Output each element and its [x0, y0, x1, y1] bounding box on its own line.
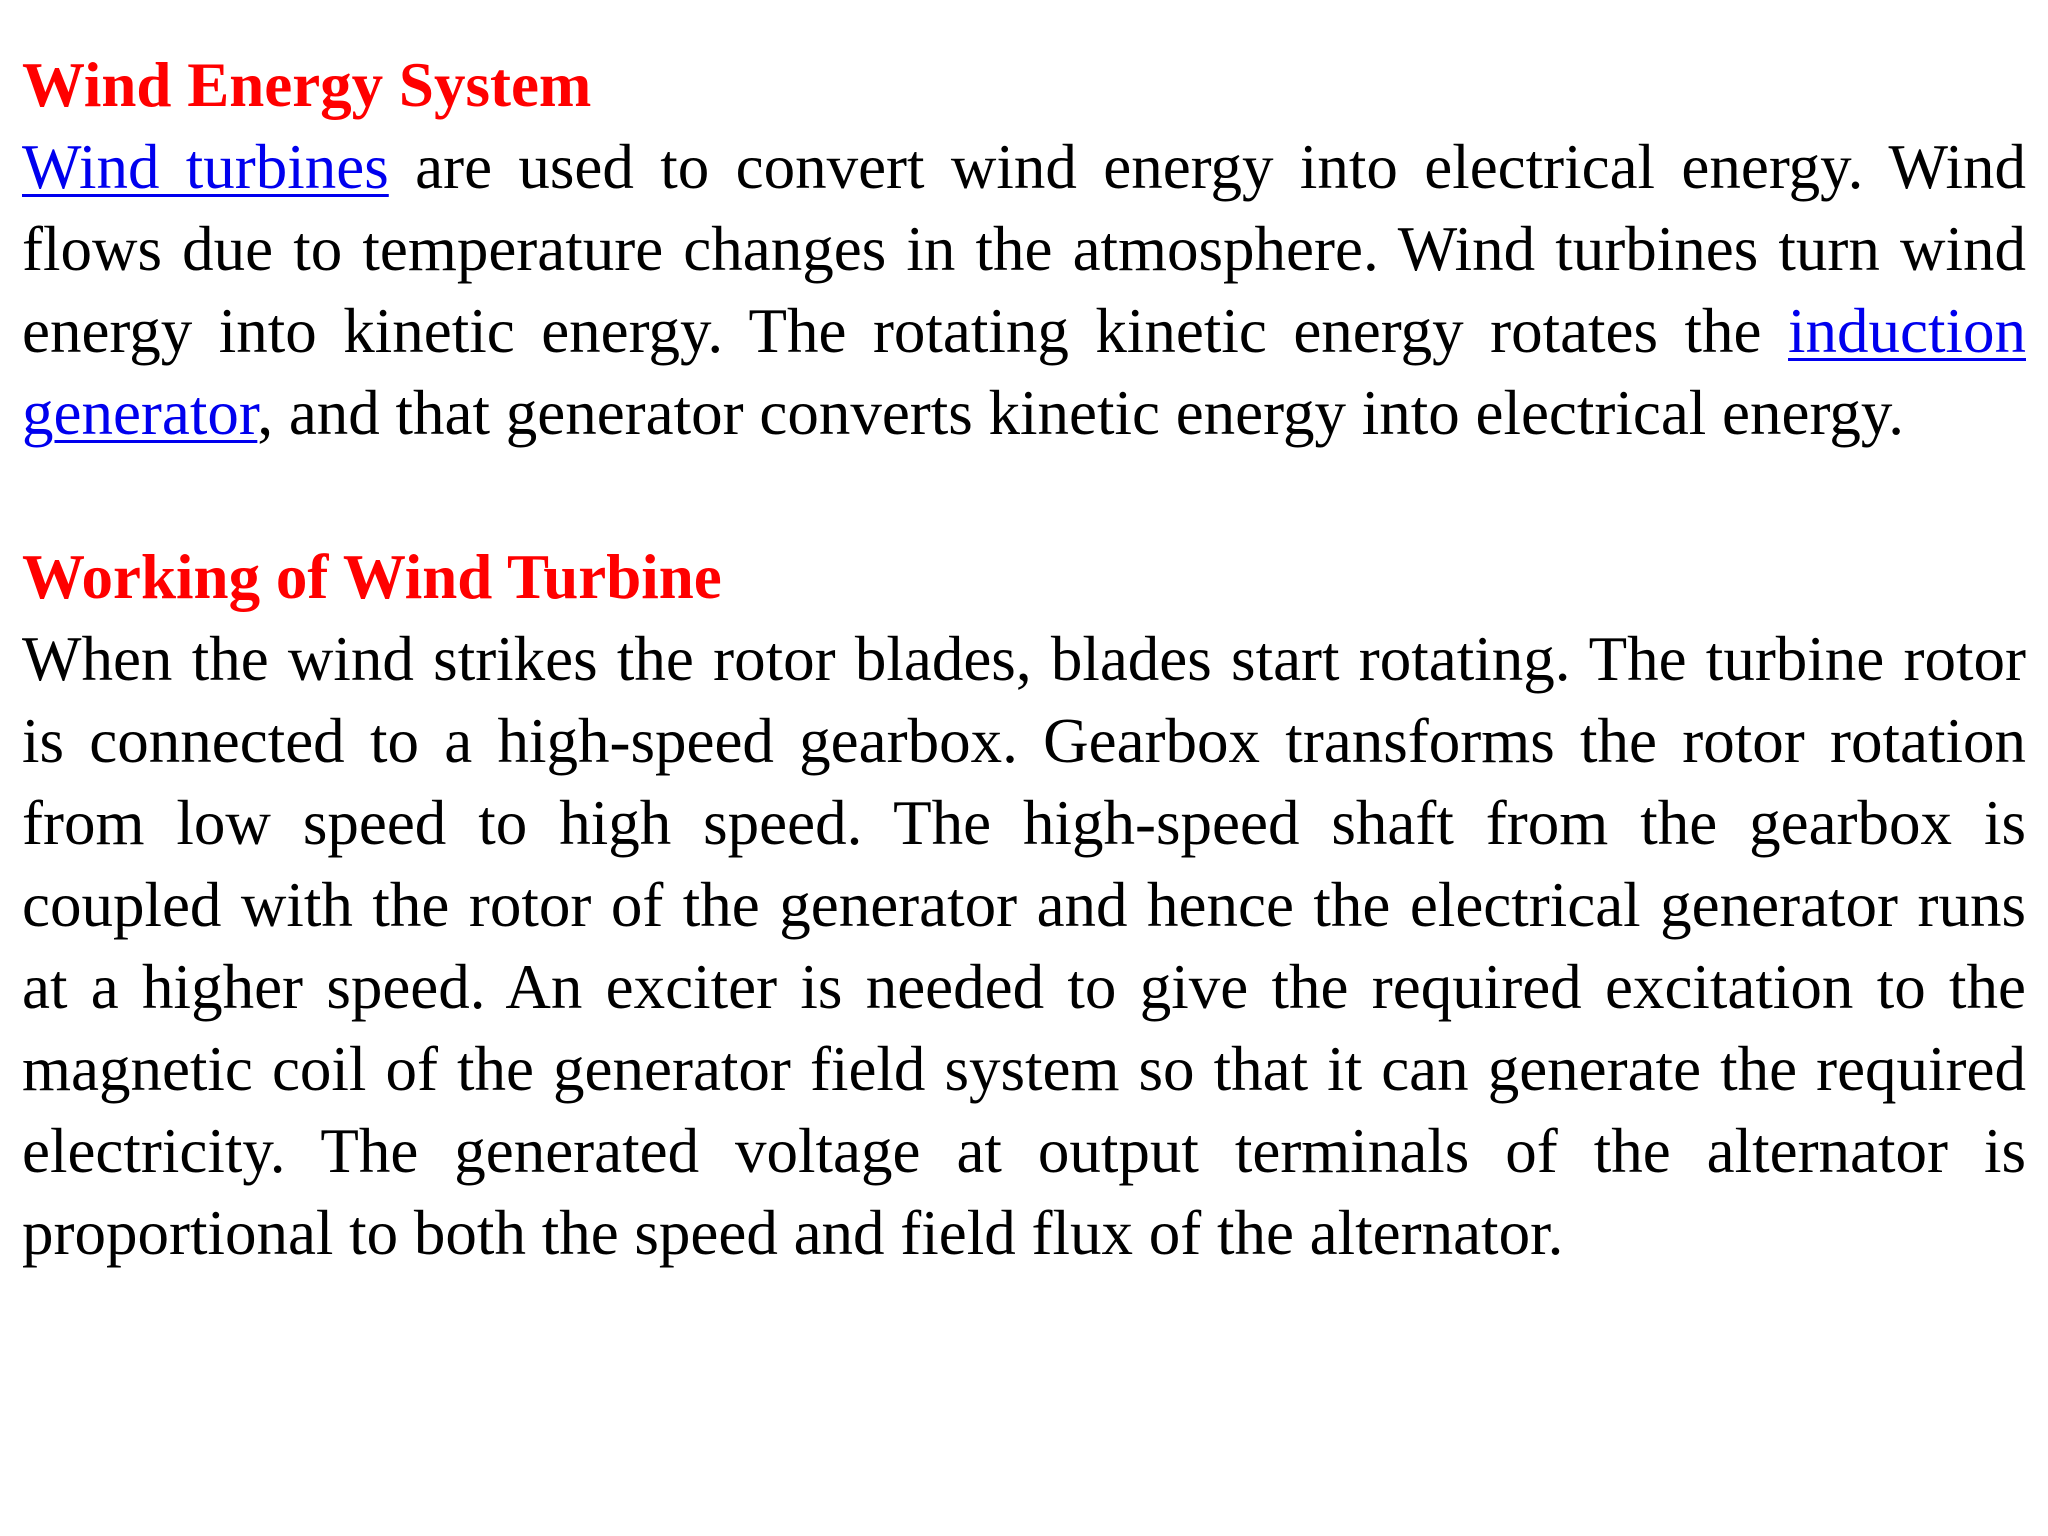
wind-turbines-link[interactable]: Wind turbines [22, 132, 389, 202]
section-spacer [22, 454, 2026, 536]
paragraph-text: , and that generator converts kinetic energy into electrical energy. [257, 378, 1904, 448]
section-heading-wind-energy-system: Wind Energy System [22, 50, 592, 120]
section-heading-working-of-wind-turbine: Working of Wind Turbine [22, 542, 722, 612]
document-page [22, 44, 2026, 1274]
induction-generator-link[interactable]: induction generator [22, 296, 2026, 448]
wind-energy-paragraph [22, 126, 2026, 454]
working-paragraph: When the wind strikes the rotor blades, blades start rotating. The turbine rotor is connected to a high-speed gearbox. Gearbox transforms the rotor rotation from low speed to high speed. The high-speed shaft from the gearbox is coupled with the rotor of the generator and hence the electrical generator runs at a higher speed. An exciter is needed to give the required excitation to the magnetic coil of the generator field system so that it can generate the required electricity. The generated voltage at output terminals of the alternator is proportional to both the speed and field flux of the alternator. [22, 624, 2026, 1268]
paragraph-text: are used to convert wind energy into electrical energy. Wind flows due to temperature changes in the atmosphere. Wind turbines turn wind energy into kinetic energy. The rotating kinetic energy rotates the [22, 132, 2026, 366]
